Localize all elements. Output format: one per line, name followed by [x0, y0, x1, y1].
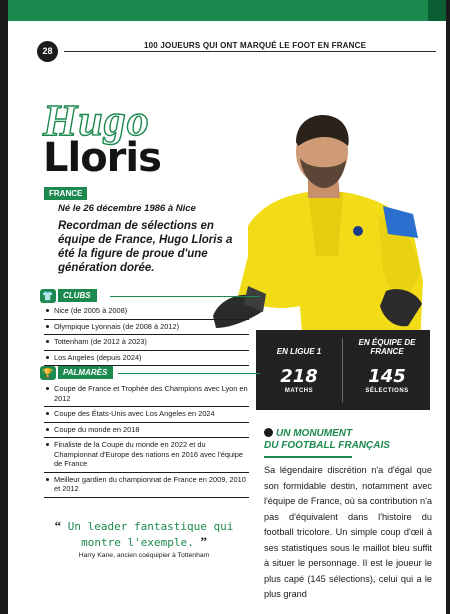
player-last-name: Lloris — [43, 135, 161, 181]
list-item: Coupe des États-Unis avec Los Angeles en 2024 — [44, 407, 249, 423]
clubs-rule — [110, 296, 260, 297]
quote-text: Un leader fantastique qui montre l'exemple. — [67, 520, 234, 549]
birth-info: Né le 26 décembre 1986 à Nice — [58, 203, 196, 214]
article-heading — [264, 428, 390, 452]
header-rule — [64, 51, 436, 52]
top-band-strip — [428, 0, 446, 21]
palmares-title: PALMARÈS — [58, 366, 113, 379]
stat-ligue1 — [256, 330, 342, 410]
article-heading-rule — [264, 456, 352, 458]
quote-source: Harry Kane, ancien coéquipier à Tottenham — [78, 552, 210, 559]
stats-box — [256, 330, 430, 410]
list-item: Olympique Lyonnais (de 2008 à 2012) — [44, 320, 249, 336]
country-badge: FRANCE — [44, 187, 87, 200]
clubs-title: CLUBS — [58, 289, 97, 302]
stat-unit: SÉLECTIONS — [365, 388, 409, 394]
palmares-rule — [118, 373, 260, 374]
running-header: 100 JOUEURS QUI ONT MARQUÉ LE FOOT EN FRANCE — [138, 41, 372, 50]
list-item: Tottenham (de 2012 à 2023) — [44, 335, 249, 351]
stat-caption: EN ÉQUIPE DE FRANCE — [358, 338, 416, 356]
quote-open-mark: “ — [54, 518, 62, 533]
palmares-list — [44, 382, 249, 498]
heading-line-2: DU FOOTBALL FRANÇAIS — [264, 440, 390, 451]
list-item: Coupe de France et Trophée des Champions avec Lyon en 2012 — [44, 382, 249, 407]
stat-equipe-de-france — [344, 330, 430, 410]
clubs-list — [44, 304, 249, 366]
list-item: Coupe du monde en 2018 — [44, 423, 249, 439]
stat-unit: MATCHS — [284, 388, 314, 394]
jersey-icon: 👕 — [40, 289, 56, 303]
page-number: 28 — [37, 41, 58, 62]
intro-text: Recordman de sélections en équipe de France, Hugo Lloris a été la figure de proue d'une génération dorée. — [58, 220, 233, 274]
heading-line-1: UN MONUMENT — [276, 428, 353, 439]
list-item: Nice (de 2005 à 2008) — [44, 304, 249, 320]
player-first-name: Hugo — [43, 96, 150, 145]
article-body: Sa légendaire discrétion n'a d'égal que son formidable destin, notamment avec l'équipe de France, où sa contribution n'a pas d'équivalent dans l'histoire du football tricolore. Un simple coup d'œil à ses statistiques sous le maillot bleu suffit à situer le personnage. Il est le joueur le plus capé (145 sélections), celui qui a le plus grand — [264, 465, 432, 599]
pull-quote — [54, 518, 234, 550]
stat-value: 145 — [368, 366, 406, 387]
quote-close-mark: ” — [200, 534, 207, 549]
list-item: Finaliste de la Coupe du monde en 2022 et du Championnat d'Europe des nations en 2016 avec l'équipe de France — [44, 438, 249, 473]
list-item: Meilleur gardien du championnat de France en 2009, 2010 et 2012 — [44, 473, 249, 498]
book-page — [8, 0, 446, 614]
list-item: Los Angeles (depuis 2024) — [44, 351, 249, 367]
football-icon — [264, 428, 273, 437]
stat-caption: EN LIGUE 1 — [276, 347, 322, 356]
trophy-icon: 🏆 — [40, 366, 56, 380]
stats-divider — [342, 338, 343, 402]
stat-value: 218 — [280, 366, 318, 387]
top-color-band — [8, 0, 446, 21]
